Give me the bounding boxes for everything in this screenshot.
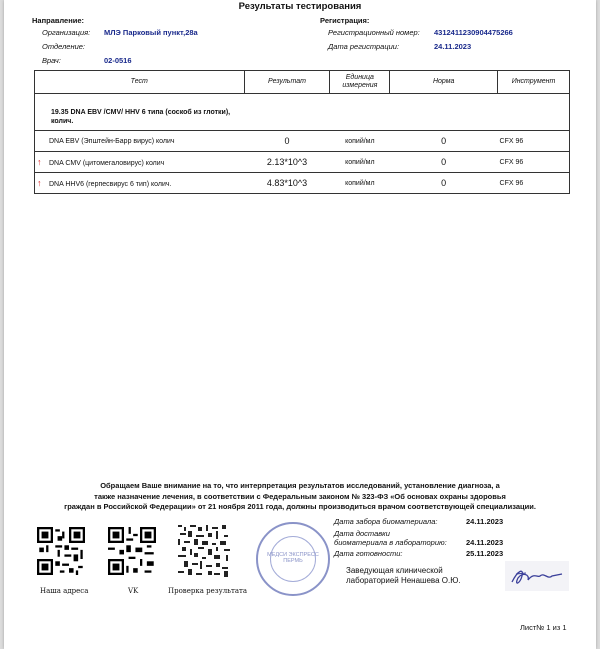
page-title: Результаты тестирования [238, 1, 362, 12]
col-result: Результат [244, 71, 330, 94]
ready-date-label: Дата готовности: [334, 549, 403, 558]
qr-code-check-result[interactable] [178, 525, 230, 577]
result-value: 4.83*10^3 [244, 173, 330, 194]
reg-number-value: 4312411230904475266 [434, 28, 513, 37]
delivery-label: Дата доставки [334, 529, 390, 538]
col-instrument: Инструмент [498, 71, 570, 94]
collection-date-label: Дата забора биоматериала: [334, 517, 438, 526]
reg-date-label: Дата регистрации: [328, 42, 400, 51]
head-line-1: Заведующая клинической [346, 566, 443, 575]
col-norm: Норма [390, 71, 498, 94]
head-line-2: лабораторией Ненашева О.Ю. [346, 576, 461, 585]
notice-line: Обращаем Ваше внимание на то, что интерпретация результатов исследований, установление диагноза, а [100, 481, 500, 490]
reg-number-label: Регистрационный номер: [328, 28, 420, 37]
doctor-value: 02-0516 [104, 56, 132, 65]
norm-value: 0 [390, 131, 498, 152]
unit-value: копий/мл [330, 173, 390, 194]
reg-date-value: 24.11.2023 [434, 42, 472, 51]
qr-code-address[interactable] [37, 527, 85, 575]
sheet-number: Лист№ 1 из 1 [520, 623, 567, 632]
up-arrow-icon: ↑ [37, 157, 42, 167]
doctor-label: Врач: [42, 56, 61, 65]
registration-label: Регистрация: [320, 16, 370, 25]
result-value: 0 [244, 131, 330, 152]
legal-notice [4, 481, 596, 513]
qr-code-vk[interactable] [108, 527, 156, 575]
table-row [35, 131, 570, 152]
signature-icon [504, 560, 570, 592]
unit-value: копий/мл [330, 152, 390, 173]
table-row [35, 152, 570, 173]
qr-label: Наша адреса [40, 587, 89, 595]
qr-label: VK [128, 587, 139, 595]
org-value: МЛЭ Парковый пункт,28а [104, 28, 198, 37]
unit-value: копий/мл [330, 131, 390, 152]
col-unit: Единица измерения [330, 71, 390, 94]
up-arrow-icon: ↑ [37, 178, 42, 188]
delivery-date-value: 24.11.2023 [466, 538, 504, 547]
stamp-text: МЕДСИ ЭКСПРЕСС ПЕРМЬ [267, 552, 319, 564]
delivery-label-2: биоматериала в лабораторию: [334, 538, 447, 547]
norm-value: 0 [390, 152, 498, 173]
test-name: DNA CMV (цитомегаловирус) колич [49, 160, 165, 167]
norm-value: 0 [390, 173, 498, 194]
notice-line: также назначение лечения, в соответствии с Федеральным законом № 323-ФЗ «Об основах охраны здоровья [94, 491, 506, 501]
collection-date-value: 24.11.2023 [466, 517, 504, 526]
instrument-value: CFX 96 [498, 173, 570, 194]
group-title: 19.35 DNA EBV /CMV/ HHV 6 типа (соскоб из глотки), колич. [51, 109, 231, 125]
direction-label: Направление: [32, 16, 85, 25]
report-page [4, 0, 596, 649]
results-table [34, 70, 570, 194]
notice-line: граждан в Российской Федерации» от 21 ноября 2011 года, должны производиться врачом соответствующей специализации. [64, 502, 536, 511]
ready-date-value: 25.11.2023 [466, 549, 504, 558]
org-label: Организация: [42, 28, 91, 37]
test-name: DNA HHV6 (герпесвирус 6 тип) колич. [49, 181, 172, 188]
qr-label: Проверка результата [168, 587, 248, 595]
test-name: DNA EBV (Эпштейн-Барр вирус) колич [49, 137, 175, 145]
instrument-value: CFX 96 [498, 131, 570, 152]
col-test: Тест [35, 71, 245, 94]
instrument-value: CFX 96 [498, 152, 570, 173]
table-header-row [35, 71, 570, 94]
clinic-stamp [256, 522, 330, 596]
result-value: 2.13*10^3 [244, 152, 330, 173]
group-row [35, 104, 570, 131]
dept-label: Отделение: [42, 42, 86, 51]
table-row [35, 173, 570, 194]
